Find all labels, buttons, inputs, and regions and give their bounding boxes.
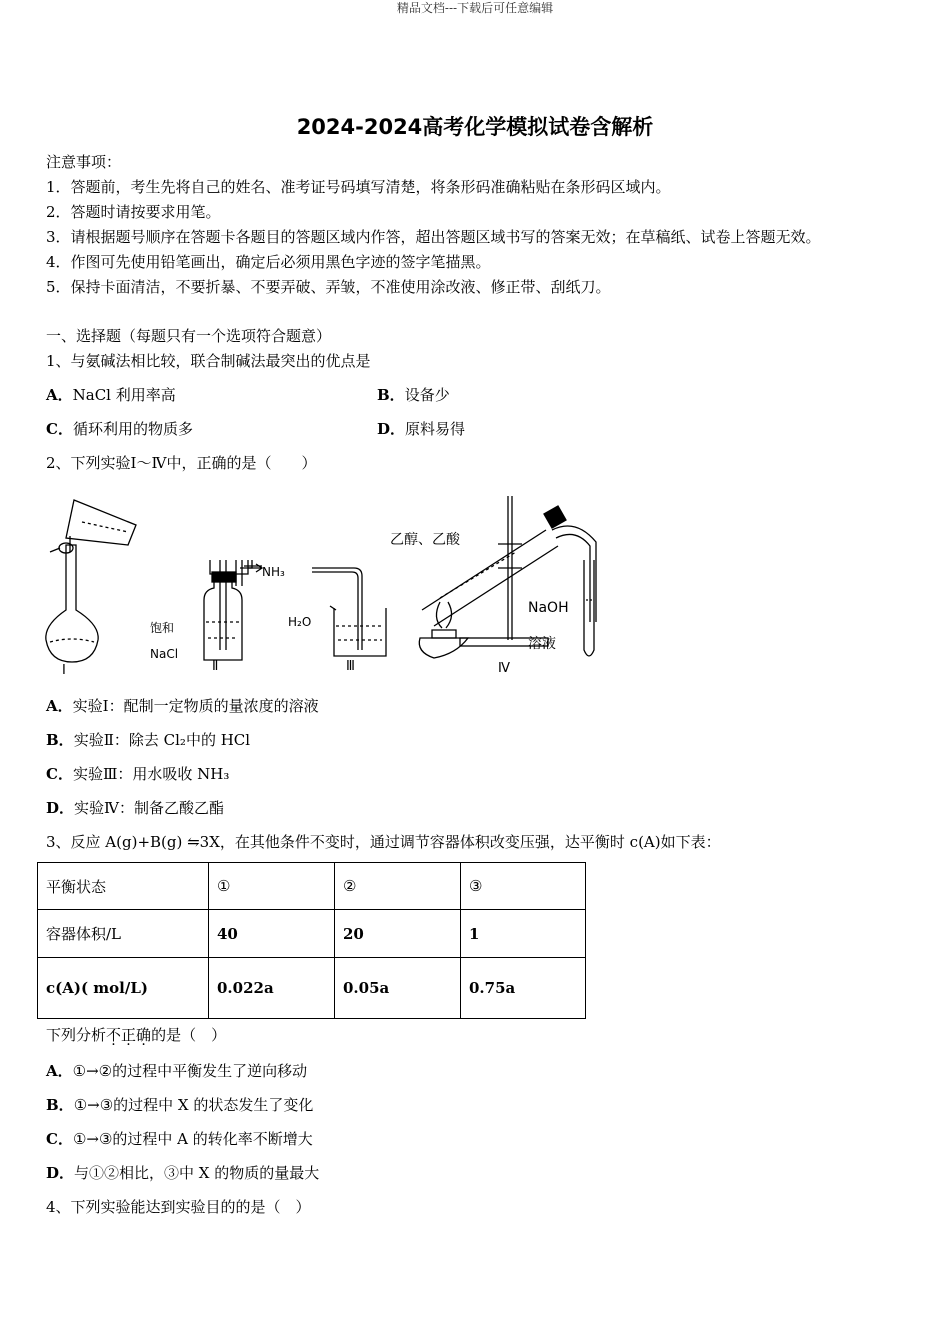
notice-item-2: 2．答题时请按要求用笔。 [46,203,221,221]
fig-nacl-line1: 饱和 [150,621,175,635]
page-title: 2024-2024高考化学模拟试卷含解析 [296,115,654,139]
emphasis-char: 正 [121,1026,137,1044]
option-label: D． [377,420,406,438]
q1-option-b [377,385,450,405]
table-cell: ② [335,863,461,910]
option-label: B． [46,1096,74,1114]
table-row [38,958,586,1019]
q2-stem: 2、下列实验Ⅰ～Ⅳ中，正确的是（ ） [46,454,317,472]
q3-option-d [46,1163,319,1183]
option-label: D． [46,1164,75,1182]
notice-item-1: 1．答题前，考生先将自己的姓名、准考证号码填写清楚，将条形码准确粘贴在条形码区域内。 [46,178,671,196]
ester-apparatus-icon [419,496,596,658]
equilibrium-table [37,862,586,1019]
table-cell: 40 [209,910,335,958]
beaker-icon [312,568,386,656]
q2-option-b [46,730,250,750]
option-text: ①→②的过程中平衡发生了逆向移动 [72,1062,308,1080]
option-text: ①→③的过程中 X 的状态发生了变化 [73,1096,314,1114]
table-row [38,910,586,958]
option-text: ①→③的过程中 A 的转化率不断增大 [72,1130,313,1148]
q3-option-a [46,1061,307,1081]
option-text: 实验Ⅳ：制备乙酸乙酯 [74,799,225,817]
volumetric-flask-icon [46,500,136,662]
section-heading: 一、选择题（每题只有一个选项符合题意） [46,327,332,345]
experiment-apparatus-figure [36,490,616,680]
q3-stem: 3、反应 A(g)+B(g) ⇋3X，在其他条件不变时，通过调节容器体积改变压强，达平衡时 c(A)如下表： [46,833,721,851]
table-cell: ① [209,863,335,910]
option-text: 实验Ⅲ：用水吸收 NH₃ [72,765,230,783]
option-text: 循环利用的物质多 [72,420,193,438]
emphasis-char: 确 [136,1026,152,1044]
arrow-icon [248,564,262,572]
q4-stem: 4、下列实验能达到实验目的的是（ ） [46,1198,311,1216]
notice-item-4: 4．作图可先使用铅笔画出，确定后必须用黑色字迹的签字笔描黑。 [46,253,491,271]
page-header: 精品文档---下载后可任意编辑 [396,1,554,15]
q3-question [46,1025,226,1045]
notice-heading: 注意事项： [46,153,122,171]
table-row [38,863,586,910]
option-label: D． [46,799,75,817]
option-text: 实验Ⅱ：除去 Cl₂中的 HCl [73,731,251,749]
q3-question-post: 的是（ ） [151,1026,227,1044]
q2-option-d [46,798,224,818]
fig-label-i: Ⅰ [62,663,66,678]
emphasis-char: 不 [106,1026,122,1044]
table-cell: c(A)( mol/L) [38,958,209,1019]
option-label: A． [46,1062,73,1080]
fig-label-ii: Ⅱ [212,659,219,674]
table-cell: 容器体积/L [38,910,209,958]
table-cell: ③ [461,863,586,910]
option-label: A． [46,386,73,404]
fig-nacl-line2: NaCl [150,647,179,661]
fig-nh3: NH₃ [262,565,285,579]
option-text: 原料易得 [405,420,466,438]
q1-option-c [46,419,193,439]
table-cell: 20 [335,910,461,958]
option-label: C． [46,1130,73,1148]
fig-label-iii: Ⅲ [346,659,355,674]
option-label: C． [46,420,73,438]
q2-option-a [46,696,319,716]
q1-option-d [377,419,465,439]
q3-option-b [46,1095,313,1115]
fig-h2o: H₂O [288,615,312,629]
table-cell: 1 [461,910,586,958]
option-text: 实验Ⅰ：配制一定物质的量浓度的溶液 [72,697,319,715]
fig-ethanol-acid: 乙醇、乙酸 [390,532,460,548]
q3-question-pre: 下列分析 [46,1026,107,1044]
option-text: 与①②相比，③中 X 的物质的量最大 [74,1164,320,1182]
table-cell: 平衡状态 [38,863,209,910]
table-cell: 0.05a [335,958,461,1019]
table-cell: 0.022a [209,958,335,1019]
notice-item-3: 3．请根据题号顺序在答题卡各题目的答题区域内作答，超出答题区域书写的答案无效；在草稿纸、试卷上答题无效。 [46,228,821,246]
option-label: B． [377,386,405,404]
q1-stem: 1、与氨碱法相比较，联合制碱法最突出的优点是 [46,352,371,370]
option-text: NaCl 利用率高 [72,386,176,404]
stopper-icon [544,506,566,528]
fig-solution: 溶液 [528,636,556,652]
option-label: C． [46,765,73,783]
option-label: B． [46,731,74,749]
q3-option-c [46,1129,313,1149]
option-label: A． [46,697,73,715]
stopper-icon [212,572,236,582]
fig-label-iv: Ⅳ [498,661,510,676]
q2-option-c [46,764,229,784]
fig-naoh: NaOH [528,600,569,616]
table-cell: 0.75a [461,958,586,1019]
notice-item-5: 5．保持卡面清洁，不要折暴、不要弄破、弄皱，不准使用涂改液、修正带、刮纸刀。 [46,278,611,296]
option-text: 设备少 [404,386,450,404]
q1-option-a [46,385,176,405]
